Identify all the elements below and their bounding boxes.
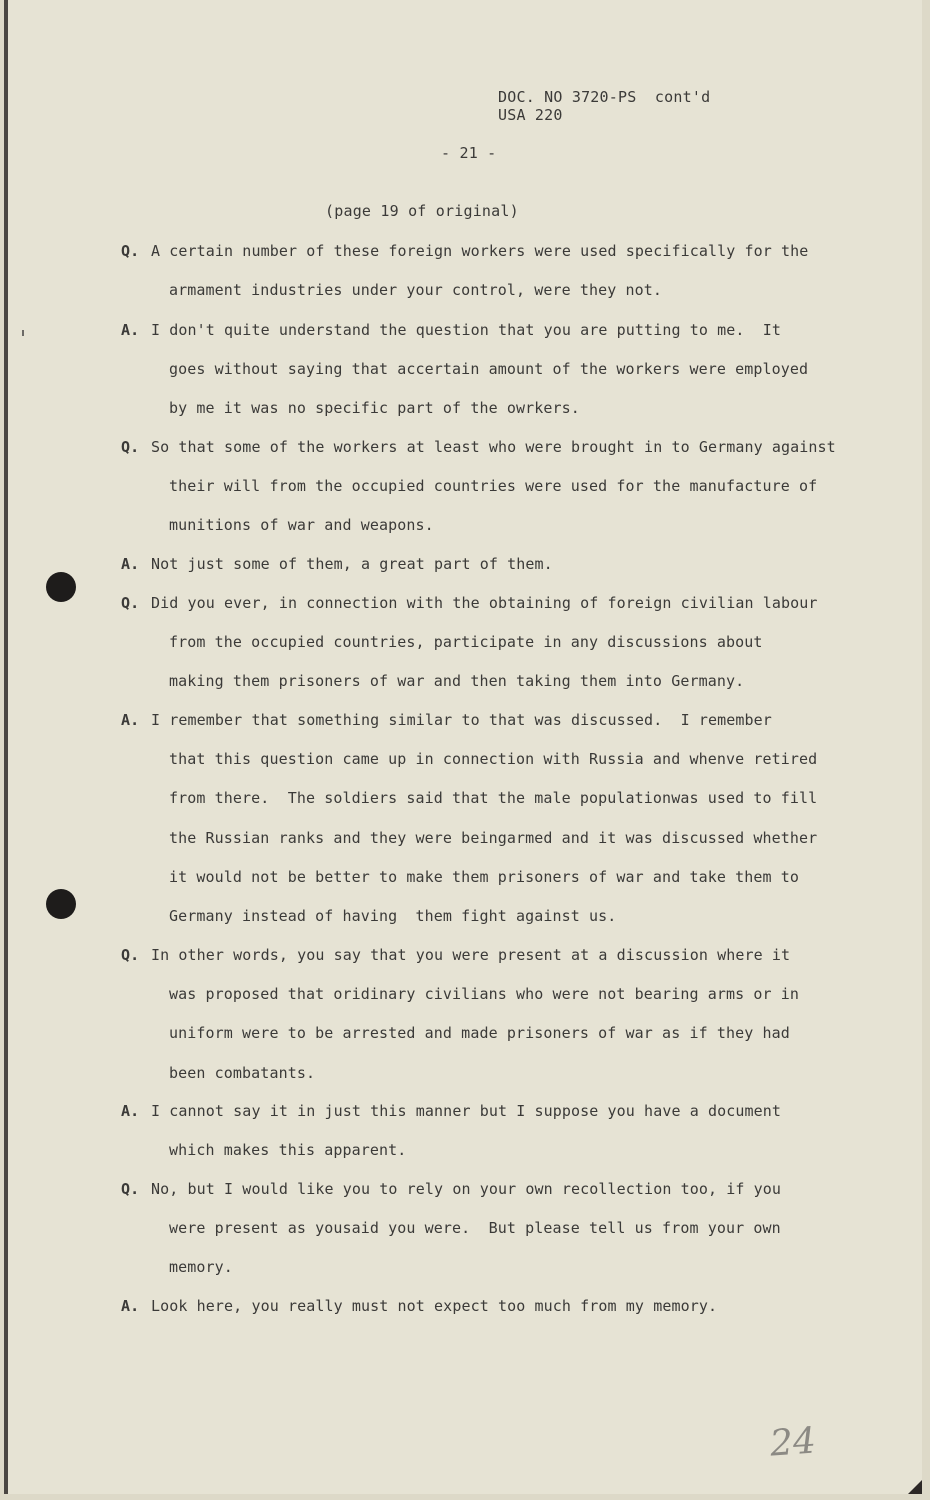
line-text: been combatants. [169,1063,316,1082]
text-line [121,584,881,623]
line-text: the Russian ranks and they were beingarmed and it was discussed whether [169,828,818,847]
text-line [121,1248,881,1287]
document-page [4,0,922,1494]
exchange-question [121,936,881,1093]
line-text: So that some of the workers at least who were brought in to Germany against [151,438,836,456]
doc-number: DOC. NO 3720-PS cont'd [498,88,711,106]
text-line [121,623,881,662]
speaker-label: Q. [121,1180,140,1198]
text-line [121,271,881,310]
line-text: I cannot say it in just this manner but I suppose you have a document [151,1102,782,1120]
speaker-label: Q. [121,594,140,612]
text-line [121,701,881,740]
line-text: were present as yousaid you were. But please tell us from your own [169,1219,781,1238]
line-text: making them prisoners of war and then taking them into Germany. [169,672,745,691]
page-number: - 21 - [441,144,497,162]
punch-hole-icon [46,889,76,919]
line-text: Did you ever, in connection with the obtaining of foreign civilian labour [151,594,818,612]
line-text: from there. The soldiers said that the male populationwas used to fill [169,789,818,808]
handwritten-page-number: 24 [768,1420,818,1465]
page-corner-shadow [908,1480,922,1494]
text-line [121,1209,881,1248]
original-page-note: (page 19 of original) [325,202,519,220]
text-line [121,1131,881,1170]
line-text: memory. [169,1258,233,1277]
line-text: uniform were to be arrested and made prisoners of war as if they had [169,1024,790,1043]
line-text: by me it was no specific part of the owrkers. [169,399,580,418]
exchange-answer [121,1092,881,1170]
line-text: it would not be better to make them prisoners of war and take them to [169,867,800,886]
text-line [121,389,881,428]
text-line [121,1287,881,1326]
exchange-question [121,1170,881,1288]
line-text: Not just some of them, a great part of them. [151,555,553,573]
line-text: their will from the occupied countries were used for the manufacture of [169,477,818,496]
punch-hole-icon [46,572,76,602]
line-text: which makes this apparent. [169,1141,407,1160]
text-line [121,662,881,701]
exchange-answer [121,311,881,429]
line-text: Look here, you really must not expect too much from my memory. [151,1297,718,1315]
line-text: I don't quite understand the question that you are putting to me. It [151,321,782,339]
exchange-question [121,232,881,310]
line-text: No, but I would like you to rely on your own recollection too, if you [151,1180,782,1198]
text-line [121,1170,881,1209]
text-line [121,350,881,389]
text-line [121,428,881,467]
exchange-answer [121,545,881,584]
text-line [121,858,881,897]
line-text: I remember that something similar to that was discussed. I remember [151,711,772,729]
text-line [121,232,881,271]
speaker-label: A. [121,711,140,729]
line-text: armament industries under your control, were they not. [169,281,663,300]
speaker-label: A. [121,1297,140,1315]
line-text: from the occupied countries, participate in any discussions about [169,633,763,652]
line-text: that this question came up in connection with Russia and whenve retired [169,750,818,769]
exchange-answer [121,701,881,936]
text-line [121,740,881,779]
speaker-label: A. [121,555,140,573]
text-line [121,506,881,545]
text-line [121,1014,881,1053]
text-line [121,975,881,1014]
text-line [121,311,881,350]
exhibit-number: USA 220 [498,106,563,124]
speaker-label: Q. [121,438,140,456]
text-line [121,897,881,936]
line-text: munitions of war and weapons. [169,516,434,535]
line-text: goes without saying that accertain amount of the workers were employed [169,360,809,379]
text-line [121,1092,881,1131]
speaker-label: Q. [121,242,140,260]
speaker-label: Q. [121,946,140,964]
speaker-label: A. [121,321,140,339]
exchange-answer [121,1287,881,1326]
text-line [121,779,881,818]
line-text: was proposed that oridinary civilians who were not bearing arms or in [169,985,800,1004]
exchange-question [121,428,881,546]
exchange-question [121,584,881,702]
text-line [121,467,881,506]
speaker-label: A. [121,1102,140,1120]
line-text: In other words, you say that you were present at a discussion where it [151,946,791,964]
line-text: A certain number of these foreign workers were used specifically for the [151,242,809,260]
text-line [121,936,881,975]
line-text: Germany instead of having them fight against us. [169,906,617,925]
text-line [121,1054,881,1093]
text-line [121,819,881,858]
paper-mark [22,330,24,336]
text-line [121,545,881,584]
